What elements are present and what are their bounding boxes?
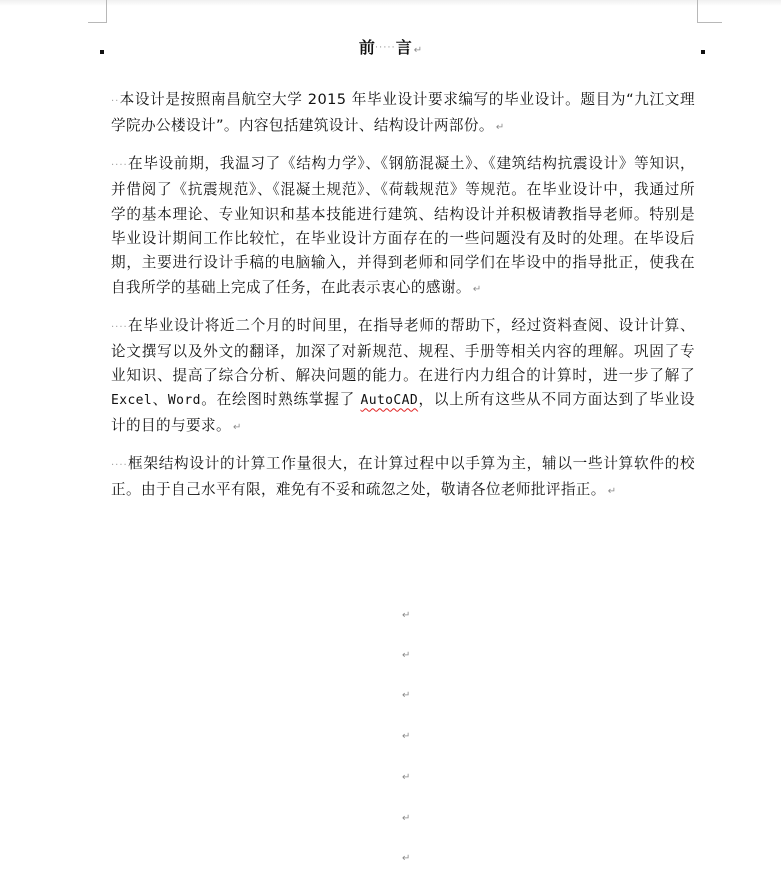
paragraph-mark-icon: ↵ [402,853,411,864]
title-char-right: 言 [395,38,412,57]
crop-mark-top-left [88,0,107,23]
leading-space-marks: ···· [111,160,128,172]
document-title[interactable] [0,36,781,63]
paragraph-text: 在毕业设计将近二个月的时间里，在指导老师的帮助下，经过资料查阅、设计计算、论文撰写以及外文的翻译，加深了对新规范、规程、手册等相关内容的理解。巩固了专业知识、提高了综合分析、解决问题的能力。在进行内力组合的计算时，进一步了解了 [111,316,695,385]
paragraph-text: 框架结构设计的计算工作量很大，在计算过程中以手算为主，辅以一些计算软件的校正。由于自己水平有限，难免有不妥和疏忽之处，敬请各位老师批评指正。 [111,454,695,498]
paragraph-mark-icon: ↵ [413,45,423,56]
title-char-left: 前 [358,38,375,57]
software-name-excel: Excel [111,393,153,409]
spellcheck-flagged-word[interactable]: AutoCAD [360,393,419,409]
software-name-word: Word [167,393,201,409]
paragraph-mark-icon: ↵ [402,813,411,824]
paragraph-text: 在毕设前期，我温习了《结构力学》、《钢筋混凝土》、《建筑结构抗震设计》等知识，并借阅了《抗震规范》、《混凝土规范》、《荷载规范》等规范。在毕业设计中，我通过所学的基本理论、专业知识和基本技能进行建筑、结构设计并积极请教指导老师。特别是毕业设计期间工作比较忙，在毕业设计方面存在的一些问题没有及时的处理。在毕设后期，主要进行设计手稿的电脑输入，并得到老师和同学们在毕设中的指导批正，使我在自我所学的基础上完成了任务，在此表示衷心的感谢。 [111,155,695,296]
leading-space-marks: ···· [111,459,128,471]
leading-space-marks: ···· [111,321,128,333]
crop-mark-top-right [697,0,722,23]
separator: 、 [152,391,168,409]
page-top-shadow [0,0,781,6]
document-body[interactable] [111,88,695,516]
paragraph-mark-icon: ↵ [402,650,411,661]
paragraph-4[interactable] [111,452,695,505]
paragraph-mark-icon: ↵ [472,283,482,295]
paragraph-mark-icon: ↵ [607,485,617,497]
paragraph-mark-icon: ↵ [402,610,411,621]
paragraph-text: 。在绘图时熟练掌握了 [200,391,361,409]
paragraph-1[interactable] [111,88,695,141]
title-space-marks: ····· [374,42,396,54]
paragraph-2[interactable] [111,152,695,302]
paragraph-mark-icon: ↵ [402,731,411,742]
paragraph-3[interactable] [111,314,695,440]
paragraph-mark-icon: ↵ [402,690,411,701]
paragraph-mark-icon: ↵ [495,122,505,134]
leading-space-marks: ·· [111,96,120,107]
paragraph-text: 本设计是按照南昌航空大学 2015 年毕业设计要求编写的毕业设计。题目为“九江文理学院办公楼设计”。内容包括建筑设计、结构设计两部份。 [111,91,695,135]
paragraph-mark-icon: ↵ [402,772,411,783]
paragraph-text: ，以上所有这些从不同方面达到了毕业设计的目的与要求。 [111,391,695,434]
paragraph-mark-icon: ↵ [232,421,242,433]
